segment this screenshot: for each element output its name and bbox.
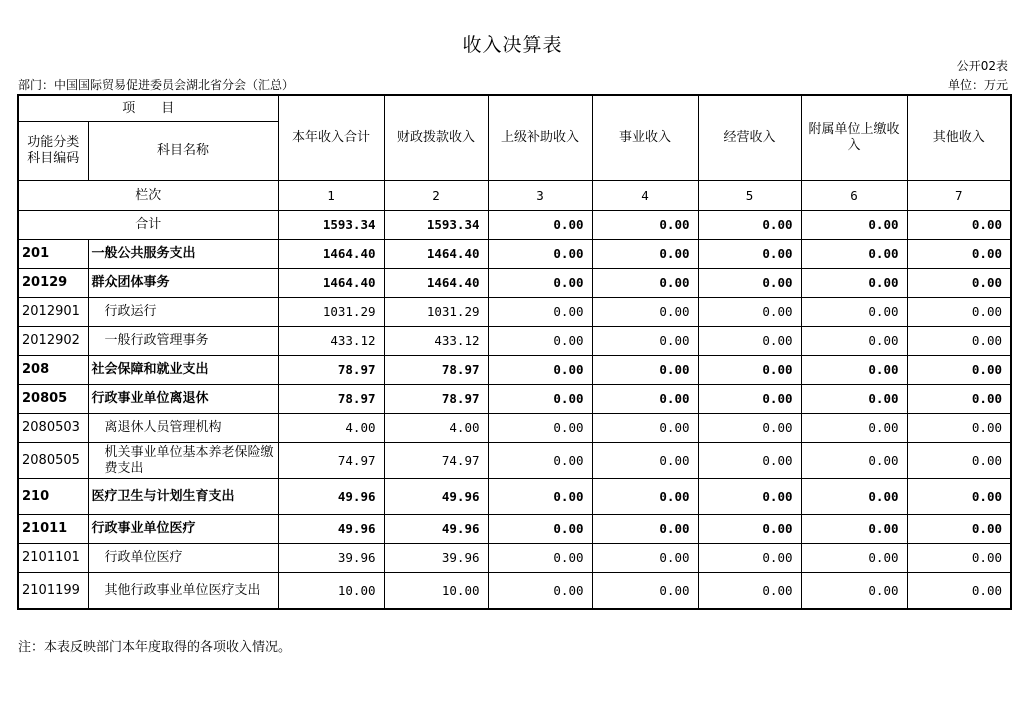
row-value: 78.97 bbox=[278, 356, 384, 385]
row-value: 0.00 bbox=[698, 269, 801, 298]
row-value: 0.00 bbox=[907, 544, 1011, 573]
row-value: 0.00 bbox=[801, 327, 907, 356]
row-value: 0.00 bbox=[801, 573, 907, 610]
row-value: 0.00 bbox=[907, 443, 1011, 479]
row-value: 0.00 bbox=[698, 414, 801, 443]
row-value: 0.00 bbox=[592, 298, 698, 327]
row-value: 0.00 bbox=[698, 356, 801, 385]
row-value: 74.97 bbox=[278, 443, 384, 479]
row-code: 2080503 bbox=[18, 414, 88, 443]
table-row bbox=[18, 240, 1011, 269]
table-row bbox=[18, 327, 1011, 356]
row-value: 78.97 bbox=[384, 356, 488, 385]
table-row bbox=[18, 356, 1011, 385]
header-col-7: 其他收入 bbox=[907, 95, 1011, 181]
table-row bbox=[18, 573, 1011, 610]
page-title: 收入决算表 bbox=[462, 34, 563, 56]
header-col-1: 本年收入合计 bbox=[278, 95, 384, 181]
table-row bbox=[18, 269, 1011, 298]
col-number: 6 bbox=[801, 181, 907, 211]
header-col-4: 事业收入 bbox=[592, 95, 698, 181]
row-value: 0.00 bbox=[801, 240, 907, 269]
row-value: 0.00 bbox=[592, 544, 698, 573]
col-number: 3 bbox=[488, 181, 592, 211]
row-value: 0.00 bbox=[907, 385, 1011, 414]
row-value: 0.00 bbox=[907, 240, 1011, 269]
row-value: 0.00 bbox=[592, 573, 698, 610]
total-value: 0.00 bbox=[592, 211, 698, 240]
total-value: 1593.34 bbox=[384, 211, 488, 240]
table-row bbox=[18, 298, 1011, 327]
row-value: 10.00 bbox=[278, 573, 384, 610]
row-value: 0.00 bbox=[698, 515, 801, 544]
row-value: 0.00 bbox=[698, 573, 801, 610]
row-value: 0.00 bbox=[801, 356, 907, 385]
row-code: 2080505 bbox=[18, 443, 88, 479]
row-value: 0.00 bbox=[907, 356, 1011, 385]
row-value: 433.12 bbox=[278, 327, 384, 356]
row-value: 49.96 bbox=[384, 479, 488, 515]
table-row bbox=[18, 544, 1011, 573]
row-code: 2101101 bbox=[18, 544, 88, 573]
row-value: 0.00 bbox=[488, 515, 592, 544]
header-subject-name: 科目名称 bbox=[88, 122, 278, 181]
row-value: 0.00 bbox=[592, 356, 698, 385]
table-row bbox=[18, 414, 1011, 443]
income-table bbox=[17, 94, 1012, 610]
row-value: 1464.40 bbox=[278, 240, 384, 269]
row-value: 0.00 bbox=[801, 414, 907, 443]
total-row bbox=[18, 211, 1011, 240]
header-row-label: 栏次 bbox=[18, 181, 278, 211]
row-value: 0.00 bbox=[592, 414, 698, 443]
row-value: 0.00 bbox=[488, 414, 592, 443]
row-code: 2012902 bbox=[18, 327, 88, 356]
department-label: 部门：中国国际贸易促进委员会湖北省分会（汇总） bbox=[18, 78, 295, 92]
row-value: 39.96 bbox=[384, 544, 488, 573]
row-value: 78.97 bbox=[384, 385, 488, 414]
row-name: 行政单位医疗 bbox=[88, 544, 278, 573]
footnote: 注：本表反映部门本年度取得的各项收入情况。 bbox=[18, 640, 292, 655]
row-value: 0.00 bbox=[488, 269, 592, 298]
row-code: 21011 bbox=[18, 515, 88, 544]
row-name: 其他行政事业单位医疗支出 bbox=[88, 573, 278, 610]
row-value: 10.00 bbox=[384, 573, 488, 610]
col-number: 4 bbox=[592, 181, 698, 211]
header-col-2: 财政拨款收入 bbox=[384, 95, 488, 181]
row-value: 0.00 bbox=[592, 269, 698, 298]
header-col-6: 附属单位上缴收入 bbox=[801, 95, 907, 181]
total-value: 1593.34 bbox=[278, 211, 384, 240]
row-value: 0.00 bbox=[592, 240, 698, 269]
row-code: 20805 bbox=[18, 385, 88, 414]
row-code: 2101199 bbox=[18, 573, 88, 610]
row-name: 行政事业单位医疗 bbox=[88, 515, 278, 544]
total-value: 0.00 bbox=[488, 211, 592, 240]
row-name: 离退休人员管理机构 bbox=[88, 414, 278, 443]
row-value: 0.00 bbox=[488, 298, 592, 327]
row-value: 49.96 bbox=[278, 515, 384, 544]
total-value: 0.00 bbox=[698, 211, 801, 240]
row-value: 0.00 bbox=[907, 298, 1011, 327]
header-item: 项 目 bbox=[18, 95, 278, 122]
col-number: 5 bbox=[698, 181, 801, 211]
row-value: 0.00 bbox=[698, 385, 801, 414]
row-value: 78.97 bbox=[278, 385, 384, 414]
row-value: 0.00 bbox=[488, 385, 592, 414]
row-code: 20129 bbox=[18, 269, 88, 298]
row-value: 0.00 bbox=[488, 240, 592, 269]
row-value: 0.00 bbox=[801, 298, 907, 327]
row-name: 一般行政管理事务 bbox=[88, 327, 278, 356]
row-value: 1031.29 bbox=[278, 298, 384, 327]
table-row bbox=[18, 515, 1011, 544]
row-value: 0.00 bbox=[801, 479, 907, 515]
col-number: 7 bbox=[907, 181, 1011, 211]
row-value: 0.00 bbox=[592, 443, 698, 479]
row-value: 0.00 bbox=[698, 327, 801, 356]
header-func-code: 功能分类科目编码 bbox=[18, 122, 88, 181]
row-name: 社会保障和就业支出 bbox=[88, 356, 278, 385]
row-value: 74.97 bbox=[384, 443, 488, 479]
row-value: 0.00 bbox=[698, 240, 801, 269]
row-value: 0.00 bbox=[907, 414, 1011, 443]
row-value: 0.00 bbox=[801, 385, 907, 414]
total-value: 0.00 bbox=[907, 211, 1011, 240]
row-name: 医疗卫生与计划生育支出 bbox=[88, 479, 278, 515]
header-col-3: 上级补助收入 bbox=[488, 95, 592, 181]
row-value: 0.00 bbox=[698, 479, 801, 515]
col-number: 2 bbox=[384, 181, 488, 211]
row-value: 49.96 bbox=[384, 515, 488, 544]
total-label: 合计 bbox=[18, 211, 278, 240]
row-code: 201 bbox=[18, 240, 88, 269]
row-code: 2012901 bbox=[18, 298, 88, 327]
row-code: 210 bbox=[18, 479, 88, 515]
row-value: 0.00 bbox=[488, 356, 592, 385]
form-code: 公开02表 bbox=[956, 59, 1008, 73]
row-value: 1031.29 bbox=[384, 298, 488, 327]
row-value: 0.00 bbox=[592, 479, 698, 515]
row-value: 0.00 bbox=[488, 443, 592, 479]
row-value: 433.12 bbox=[384, 327, 488, 356]
row-value: 0.00 bbox=[488, 573, 592, 610]
row-value: 0.00 bbox=[801, 443, 907, 479]
row-value: 4.00 bbox=[384, 414, 488, 443]
row-value: 0.00 bbox=[907, 515, 1011, 544]
row-value: 0.00 bbox=[698, 298, 801, 327]
row-value: 0.00 bbox=[698, 544, 801, 573]
row-value: 1464.40 bbox=[384, 269, 488, 298]
row-value: 0.00 bbox=[907, 479, 1011, 515]
row-value: 0.00 bbox=[488, 479, 592, 515]
row-value: 0.00 bbox=[488, 544, 592, 573]
row-value: 0.00 bbox=[592, 327, 698, 356]
total-value: 0.00 bbox=[801, 211, 907, 240]
row-value: 1464.40 bbox=[278, 269, 384, 298]
row-value: 0.00 bbox=[907, 573, 1011, 610]
row-value: 0.00 bbox=[801, 515, 907, 544]
row-name: 群众团体事务 bbox=[88, 269, 278, 298]
table-row bbox=[18, 443, 1011, 479]
row-value: 0.00 bbox=[907, 327, 1011, 356]
row-value: 49.96 bbox=[278, 479, 384, 515]
row-value: 0.00 bbox=[592, 385, 698, 414]
col-number: 1 bbox=[278, 181, 384, 211]
row-name: 机关事业单位基本养老保险缴费支出 bbox=[88, 443, 278, 479]
header-col-5: 经营收入 bbox=[698, 95, 801, 181]
row-value: 0.00 bbox=[592, 515, 698, 544]
table-row bbox=[18, 479, 1011, 515]
unit-label: 单位：万元 bbox=[947, 78, 1008, 92]
row-value: 1464.40 bbox=[384, 240, 488, 269]
row-name: 行政事业单位离退休 bbox=[88, 385, 278, 414]
table-row bbox=[18, 385, 1011, 414]
row-value: 0.00 bbox=[698, 443, 801, 479]
row-value: 0.00 bbox=[801, 269, 907, 298]
row-value: 0.00 bbox=[488, 327, 592, 356]
row-value: 0.00 bbox=[801, 544, 907, 573]
row-value: 0.00 bbox=[907, 269, 1011, 298]
row-name: 一般公共服务支出 bbox=[88, 240, 278, 269]
row-value: 39.96 bbox=[278, 544, 384, 573]
row-code: 208 bbox=[18, 356, 88, 385]
row-name: 行政运行 bbox=[88, 298, 278, 327]
row-value: 4.00 bbox=[278, 414, 384, 443]
